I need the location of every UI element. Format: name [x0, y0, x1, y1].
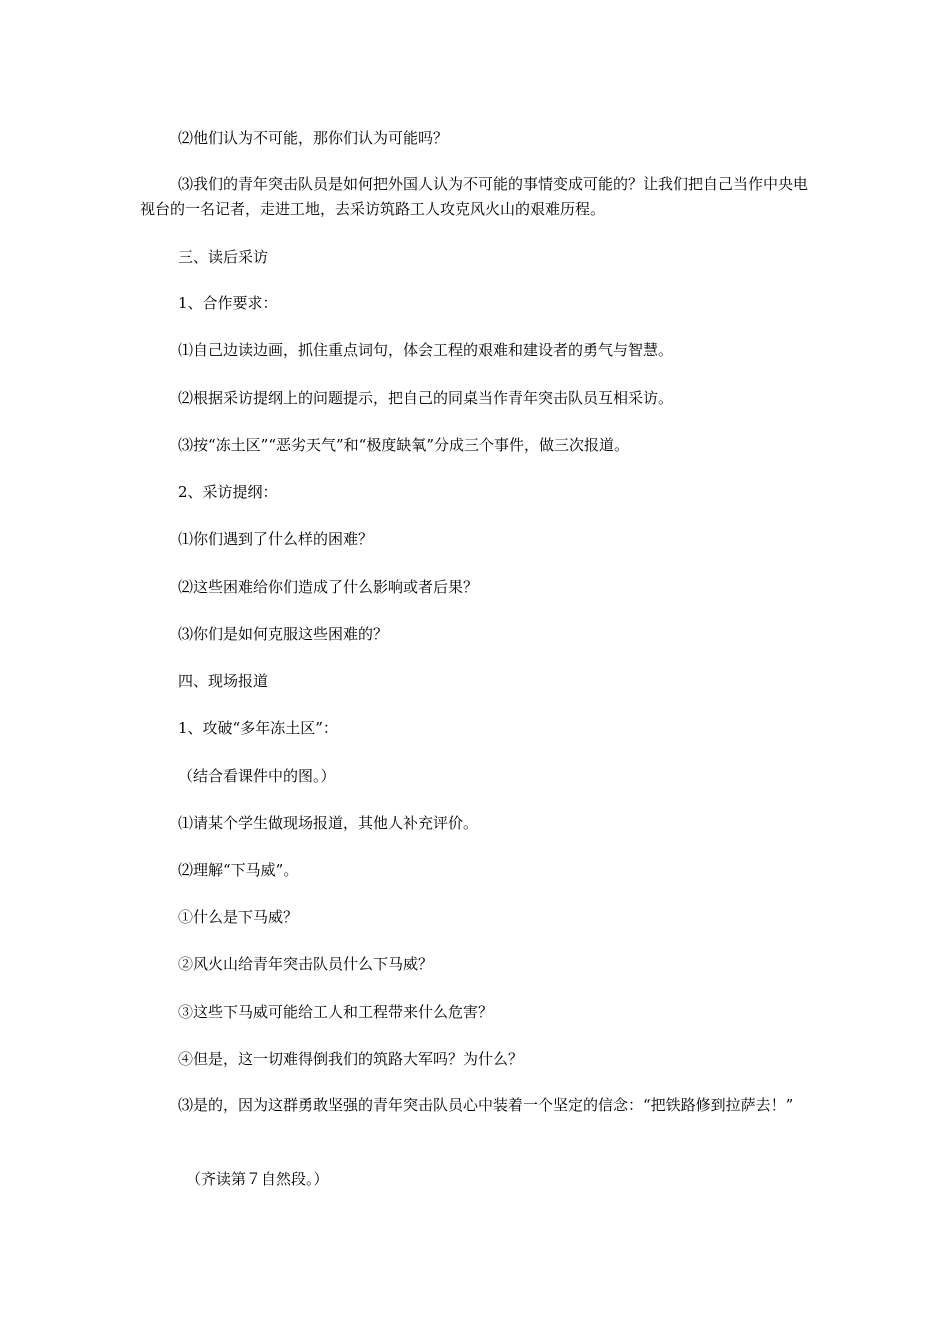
paragraph-outline-3: ⑶你们是如何克服这些困难的？ — [178, 625, 389, 643]
paragraph-outline-2: ⑵这些困难给你们造成了什么影响或者后果？ — [178, 578, 479, 596]
paragraph-report-1: ⑴请某个学生做现场报道，其他人补充评价。 — [178, 814, 479, 832]
paragraph-item-3: ③这些下马威可能给工人和工程带来什么危害？ — [178, 1003, 494, 1021]
paragraph-item-2: ②风火山给青年突击队员什么下马威？ — [178, 955, 434, 973]
paragraph-report-3: ⑶是的，因为这群勇敢坚强的青年突击队员心中装着一个坚定的信念：“把铁路修到拉萨去！” — [178, 1096, 794, 1114]
paragraph-note-reading: （齐读第７自然段。） — [186, 1170, 329, 1188]
paragraph-q3: ⑶我们的青年突击队员是如何把外国人认为不可能的事情变成可能的？让我们把自己当作中央电视台的一名记者，走进工地，去采访筑路工人攻克风火山的艰难历程。 — [140, 175, 809, 218]
subheading-outline: 2、采访提纲： — [178, 483, 278, 501]
paragraph-item-1: ①什么是下马威？ — [178, 908, 299, 926]
paragraph-coop-1: ⑴自己边读边画，抓住重点词句，体会工程的艰难和建设者的勇气与智慧。 — [178, 341, 674, 359]
paragraph-note-slides: （结合看课件中的图。） — [178, 767, 336, 785]
paragraph-coop-3: ⑶按“冻土区”“恶劣天气”和“极度缺氧”分成三个事件，做三次报道。 — [178, 436, 630, 454]
section-heading-report: 四、现场报道 — [178, 672, 269, 690]
subheading-cooperation: 1、合作要求： — [178, 294, 278, 312]
paragraph-q2: ⑵他们认为不可能，那你们认为可能吗？ — [178, 129, 449, 147]
paragraph-outline-1: ⑴你们遇到了什么样的困难？ — [178, 530, 374, 548]
paragraph-coop-2: ⑵根据采访提纲上的问题提示，把自己的同桌当作青年突击队员互相采访。 — [178, 389, 674, 407]
paragraph-item-4: ④但是，这一切难得倒我们的筑路大军吗？为什么？ — [178, 1050, 524, 1068]
subheading-permafrost: 1、攻破“多年冻土区”： — [178, 719, 338, 737]
section-heading-interview: 三、读后采访 — [178, 248, 269, 266]
paragraph-report-2: ⑵理解“下马威”。 — [178, 861, 299, 879]
